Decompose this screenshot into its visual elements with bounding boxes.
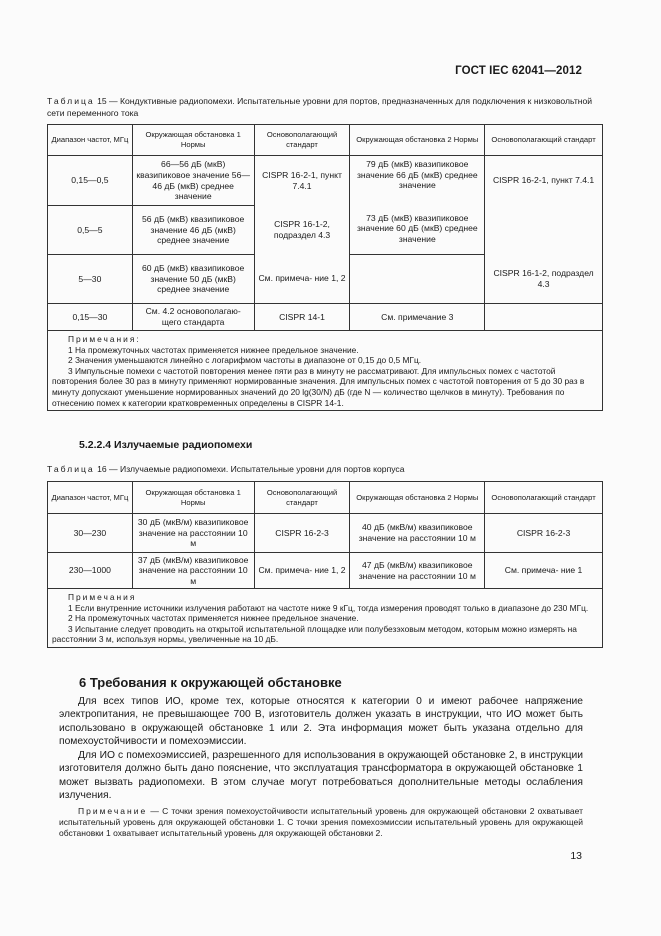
table16 (47, 481, 603, 648)
table15-basic1-cell: CISPR 16-2-1, пункт 7.4.1 (254, 156, 350, 206)
table15-caption (47, 96, 603, 119)
table16-col-range: Диапазон частот, МГц (48, 482, 133, 514)
table16-env2-cell: 40 дБ (мкВ/м) квазипиковое значение на расстоянии 10 м (350, 514, 485, 553)
table16-notes-row (48, 589, 603, 648)
section6-paragraph-2: Для ИО с помехоэмиссией, разрешенного для использования в окружающей обстановке 2, в инструкции изготовителя должно быть дано пояснение, что эксплуатация трансформатора в окружающей обстановке 1 может вызвать радиопомехи. В этом случае могут потребоваться дополнительные методы ослабления излучения. (59, 750, 583, 802)
table16-notes (48, 589, 603, 648)
table15-notes-title: Примечания: (68, 334, 141, 344)
page-number: 13 (570, 850, 582, 862)
table15-env2-a: 79 дБ (мкВ) квазипиковое значение 66 дБ (мкВ) среднее значение (356, 159, 478, 191)
table16-col-basic1: Основополагающий стандарт (254, 482, 350, 514)
table15-col-basic1: Основополагающий стандарт (254, 125, 350, 156)
table15-basic2-cell: CISPR 16-1-2, подраздел 4.3 (485, 255, 603, 304)
table16-col-env2: Окружающая обстановка 2 Нормы (350, 482, 485, 514)
table16-note-1: 1 Если внутренние источники излучения работают на частоте ниже 9 кГц, тогда измерения проводят только в диапазоне до 230 МГц. (68, 602, 589, 613)
table15-basic2-cell: CISPR 16-2-1, пункт 7.4.1 (485, 156, 603, 206)
standard-header: ГОСТ IEC 62041—2012 (455, 65, 582, 77)
table15-basic1-cell: CISPR 14-1 (254, 304, 350, 331)
table16-notes-title: Примечания (68, 592, 137, 602)
table15-env1-cell: 66—56 дБ (мкВ) квазипиковое значение 56—46 дБ (мкВ) среднее значение (132, 156, 254, 206)
table15-caption-label: Таблица (47, 96, 95, 106)
table16-env1-cell: 37 дБ (мкВ/м) квазипиковое значение на расстоянии 10 м (132, 553, 254, 589)
table15-note-1: 1 На промежуточных частотах применяется нижнее предельное значение. (68, 344, 359, 355)
table15-env2-cell: См. примечание 3 (350, 304, 485, 331)
table16-basic2-cell: CISPR 16-2-3 (485, 514, 603, 553)
table-row (48, 206, 603, 255)
table16-col-basic2: Основополагающий стандарт (485, 482, 603, 514)
table15-notes-row (48, 331, 603, 411)
table15-env2-cell-empty (350, 255, 485, 304)
table16-basic2-cell: См. примеча- ние 1 (485, 553, 603, 589)
table15-col-range: Диапазон частот, МГц (48, 125, 133, 156)
table16-env2-cell: 47 дБ (мкВ/м) квазипиковое значение на расстоянии 10 м (350, 553, 485, 589)
table-row (48, 304, 603, 331)
table15 (47, 124, 603, 411)
table15-basic1-cell: См. примеча- ние 1, 2 (254, 255, 350, 304)
table16-range-cell: 230—1000 (48, 553, 133, 589)
table15-env1-cell: 56 дБ (мкВ) квазипиковое значение 46 дБ (мкВ) среднее значение (132, 206, 254, 255)
table16-env1-cell: 30 дБ (мкВ/м) квазипиковое значение на расстоянии 10 м (132, 514, 254, 553)
section6-note-text: — С точки зрения помехоустойчивости испытательный уровень для окружающей обстановки 2 охватывает испытательный уровень для окружающей обстановки 1. С точки зрения помехоэмиссии испытательный уровень для окружающей обстановки 1 охватывает испытательный уровень для окружающей обстановки 2. (59, 806, 583, 838)
section-6-title: 6 Требования к окружающей обстановке (79, 675, 342, 690)
table15-env2-b: 73 дБ (мкВ) квазипиковое значение 60 дБ (мкВ) среднее значение (356, 212, 478, 244)
table15-range-cell: 0,5—5 (48, 206, 133, 255)
table-row (48, 156, 603, 206)
table16-basic1-cell: CISPR 16-2-3 (254, 514, 350, 553)
table16-basic1-cell: См. примеча- ние 1, 2 (254, 553, 350, 589)
table-row (48, 514, 603, 553)
table15-range-cell: 0,15—0,5 (48, 156, 133, 206)
table16-caption-text: 16 — Излучаемые радиопомехи. Испытательные уровни для портов корпуса (94, 464, 405, 474)
table15-col-env2: Окружающая обстановка 2 Нормы (350, 125, 485, 156)
table15-col-env1: Окружающая обстановка 1 Нормы (132, 125, 254, 156)
table16-caption (47, 464, 603, 476)
table16-note-2: 2 На промежуточных частотах применяется нижнее предельное значение. (68, 613, 359, 624)
table15-range-cell: 0,15—30 (48, 304, 133, 331)
table16-note-3: 3 Испытание следует проводить на открытой испытательной площадке или полубезэховым методом, которым можно измерять на расстоянии 3 м, используя нормы, увеличенные на 10 дБ. (52, 623, 577, 645)
table15-notes (48, 331, 603, 411)
table15-header-row (48, 125, 603, 156)
table16-header-row (48, 482, 603, 514)
table15-note-2: 2 Значения уменьшаются линейно с логарифмом частоты в диапазоне от 0,15 до 0,5 МГц. (68, 355, 422, 366)
table-row (48, 255, 603, 304)
section6-note-label: Примечание (78, 806, 148, 816)
table15-env1-cell: См. 4.2 основополагаю- щего стандарта (132, 304, 254, 331)
table16-col-env1: Окружающая обстановка 1 Нормы (132, 482, 254, 514)
table15-env2-cell (350, 156, 485, 255)
section-5-2-2-4-title: 5.2.2.4 Излучаемые радиопомехи (79, 439, 253, 451)
section6-paragraph-1: Для всех типов ИО, кроме тех, которые относятся к категории 0 и имеют рабочее напряжение электропитания, не превышающее 700 В, изготовитель должен указать в инструкции, что ИО может быть использовано в окружающей обстановке 1 или 2. Эта информация может быть указана отдельно для помехоустойчивости и помехоэмиссии. (59, 696, 583, 748)
table15-col-basic2: Основополагающий стандарт (485, 125, 603, 156)
table15-basic2-cell (485, 304, 603, 331)
table15-basic2-cell (485, 206, 603, 255)
table15-range-cell: 5—30 (48, 255, 133, 304)
table16-range-cell: 30—230 (48, 514, 133, 553)
table15-env1-cell: 60 дБ (мкВ) квазипиковое значение 50 дБ (мкВ) среднее значение (132, 255, 254, 304)
table-row (48, 553, 603, 589)
table15-basic1-cell: CISPR 16-1-2, подраздел 4.3 (254, 206, 350, 255)
table15-note-3: 3 Импульсные помехи с частотой повторения менее пяти раз в минуту не рассматривают. Для импульсных помех с частотой повторения более 30 раз в минуту применяют нормированные значения. Для импульсных помех с частотой повторения от 5 до 30 раз в минуту допускают уменьшение нормированных значений до 20 lg(30/N) дБ (где N — количество щелчков в минуту). Требования по отнесению помех к категории кратковременных определены в CISPR 14-1. (52, 365, 585, 408)
table15-caption-text: 15 — Кондуктивные радиопомехи. Испытательные уровни для портов, предназначенных для подключения к низковольтной сети переменного тока (47, 96, 593, 118)
section6-note (59, 806, 583, 839)
table16-caption-label: Таблица (47, 464, 95, 474)
